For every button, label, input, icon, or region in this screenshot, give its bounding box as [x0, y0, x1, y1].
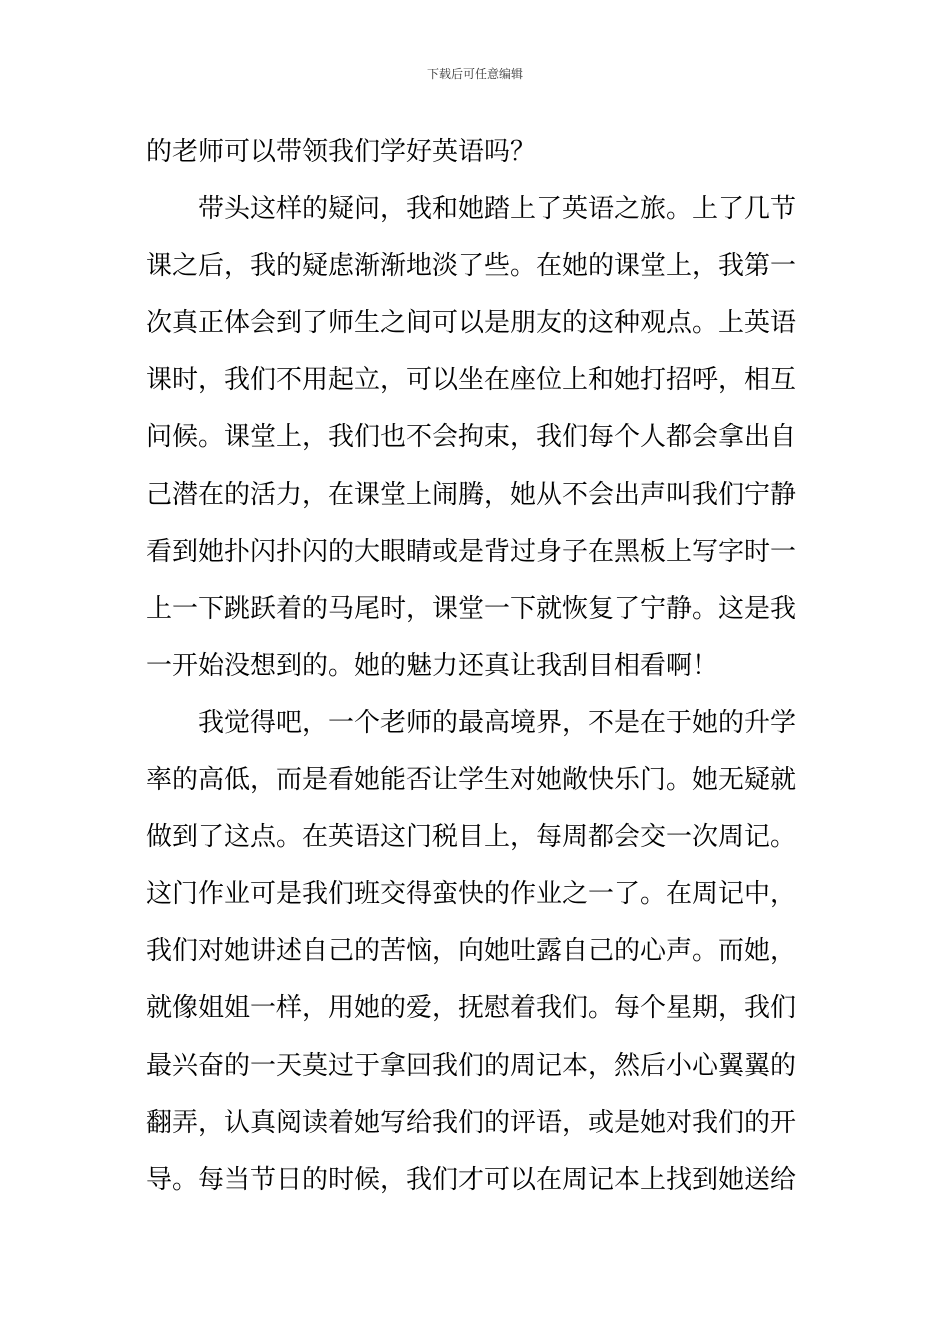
text-line: 就像姐姐一样，用她的爱，抚慰着我们。每个星期，我们 [146, 993, 797, 1024]
text-line: 课之后，我的疑虑渐渐地淡了些。在她的课堂上，我第一 [146, 251, 797, 282]
text-line: 率的高低，而是看她能否让学生对她敞快乐门。她无疑就 [146, 765, 797, 796]
text-line: 最兴奋的一天莫过于拿回我们的周记本，然后小心翼翼的 [146, 1050, 797, 1081]
text-line: 我觉得吧，一个老师的最高境界，不是在于她的升学 [198, 707, 797, 738]
text-line: 带头这样的疑问，我和她踏上了英语之旅。上了几节 [198, 194, 797, 225]
text-line: 课时，我们不用起立，可以坐在座位上和她打招呼，相互 [146, 365, 797, 396]
page-header: 下载后可任意编辑 [426, 67, 523, 81]
text-line: 导。每当节日的时候，我们才可以在周记本上找到她送给 [146, 1164, 797, 1195]
text-line: 的老师可以带领我们学好英语吗？ [146, 137, 537, 167]
text-line: 次真正体会到了师生之间可以是朋友的这种观点。上英语 [146, 308, 797, 339]
text-line: 做到了这点。在英语这门税目上，每周都会交一次周记。 [146, 822, 797, 853]
text-line: 一开始没想到的。她的魅力还真让我刮目相看啊！ [146, 650, 719, 681]
text-line: 己潜在的活力，在课堂上闹腾，她从不会出声叫我们宁静 [146, 479, 797, 510]
text-line: 我们对她讲述自己的苦恼，向她吐露自己的心声。而她， [146, 936, 797, 967]
text-line: 翻弄，认真阅读着她写给我们的评语，或是她对我们的开 [146, 1107, 797, 1138]
text-line: 看到她扑闪扑闪的大眼睛或是背过身子在黑板上写字时一 [146, 536, 797, 567]
text-line: 这门作业可是我们班交得蛮快的作业之一了。在周记中， [146, 879, 797, 910]
body-text [146, 124, 806, 1209]
text-line: 上一下跳跃着的马尾时，课堂一下就恢复了宁静。这是我 [146, 593, 797, 624]
text-line: 问候。课堂上，我们也不会拘束，我们每个人都会拿出自 [146, 422, 797, 453]
